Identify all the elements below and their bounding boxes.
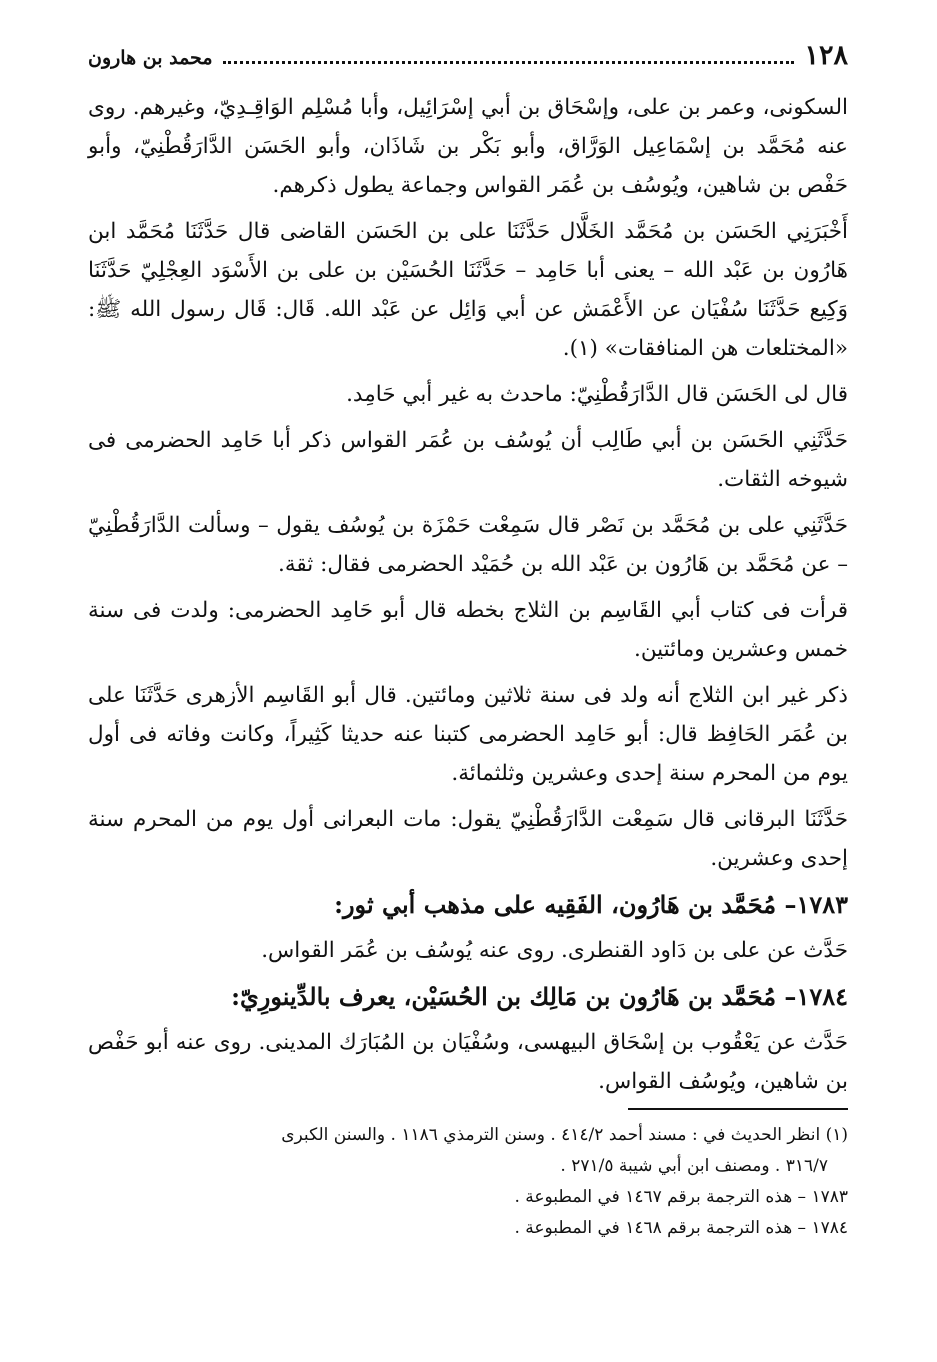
body-paragraph: أَخْبَرَنِي الحَسَن بن مُحَمَّد الخَلَّال حَدَّثَنَا على بن الحَسَن القاضى قال حَدَّثَنَا مُحَمَّد ابن هَارُون بن عَبْد الله – يعنى أبا حَامِد – حَدَّثَنَا الحُسَيْن بن على بن الأَسْوَد العِجْلِيّ حَدَّثَنَا وَكِيع حَدَّثَنَا سُفْيَان عن الأَعْمَش عن أبي وَائِل عن عَبْد الله. قَال: قَال رسول الله ﷺ: «المختلعات هن المنافقات» (١). — [88, 219, 848, 361]
footnote-line: ١٧٨٤ – هذه الترجمة برقم ١٤٦٨ في المطبوعة . — [514, 1218, 848, 1238]
entry-heading: ١٧٨٤– مُحَمَّد بن هَارُون بن مَالِك بن الحُسَيْن، يعرف بالدِّينورِيّ: — [231, 982, 848, 1011]
document-page — [88, 40, 848, 1244]
entry-heading: ١٧٨٣– مُحَمَّد بن هَارُون، الفَقِيه على مذهب أبي ثور: — [334, 890, 848, 919]
header-dotted-leader — [223, 61, 795, 64]
body-paragraph: ذكر غير ابن الثلاج أنه ولد فى سنة ثلاثين ومائتين. قال أبو القَاسِم الأزهرى حَدَّثَنَا على بن عُمَر الحَافِظ قال: أبو حَامِد الحضرمى كتبنا عنه حديثا كَثِيراً، وكانت وفاته فى أول يوم من المحرم سنة إحدى وعشرين وثلثمائة. — [88, 683, 848, 786]
body-paragraph: قرأت فى كتاب أبي القَاسِم بن الثلاج بخطه قال أبو حَامِد الحضرمى: ولدت فى سنة خمس وعشرين ومائتين. — [88, 598, 848, 662]
body-paragraph: حَدَّثَنِي الحَسَن بن أبي طَالِب أن يُوسُف بن عُمَر القواس ذكر أبا حَامِد الحضرمى فى شيوخه الثقات. — [88, 428, 848, 492]
page-number: ١٢٨ — [804, 40, 848, 71]
entry-body: حَدَّث عن يَعْقُوب بن إسْحَاق البيهسى، وسُفْيَان بن المُبَارَك المدينى. روى عنه أبو حَفْص بن شاهين، ويُوسُف القواس. — [88, 1030, 848, 1094]
body-paragraph: حَدَّثَنَا البرقانى قال سَمِعْت الدَّارَقُطْنِيّ يقول: مات البعرانى أول يوم من المحرم سنة إحدى وعشرين. — [88, 807, 848, 871]
page-header — [88, 40, 848, 88]
footnotes — [88, 1120, 848, 1244]
footnote-line: ١٧٨٣ – هذه الترجمة برقم ١٤٦٧ في المطبوعة . — [514, 1187, 848, 1207]
body-paragraph: حَدَّثَنِي على بن مُحَمَّد بن نَصْر قال سَمِعْت حَمْزَة بن يُوسُف يقول – وسألت الدَّارَقُطْنِيّ – عن مُحَمَّد بن هَارُون بن عَبْد الله بن حُمَيْد الحضرمى فقال: ثقة. — [88, 513, 848, 577]
footnote-line: ٣١٦/٧ . ومصنف ابن أبي شيبة ٢٧١/٥ . — [560, 1156, 828, 1176]
running-title: محمد بن هارون — [88, 47, 213, 69]
body-paragraph: السكونى، وعمر بن على، وإسْحَاق بن أبي إسْرَائِيل، وأبا مُسْلِم الوَاقِـدِيّ، وغيرهم. روى عنه مُحَمَّد بن إسْمَاعِيل الوَرَّاق، وأبو بَكْر بن شَاذَان، وأبو الحَسَن الدَّارَقُطْنِيّ، وأبو حَفْص بن شاهين، ويُوسُف بن عُمَر القواس وجماعة يطول ذكرهم. — [88, 95, 848, 198]
footnote-line: (١) انظر الحديث في : مسند أحمد ٤١٤/٢ . وسنن الترمذي ١١٨٦ . والسنن الكبرى — [281, 1125, 848, 1145]
footnote-separator — [628, 1108, 848, 1110]
entry-body: حَدَّث عن على بن دَاود القنطرى. روى عنه يُوسُف بن عُمَر القواس. — [261, 938, 848, 963]
body-paragraph: قال لى الحَسَن قال الدَّارَقُطْنِيّ: ماحدث به غير أبي حَامِد. — [346, 382, 848, 407]
